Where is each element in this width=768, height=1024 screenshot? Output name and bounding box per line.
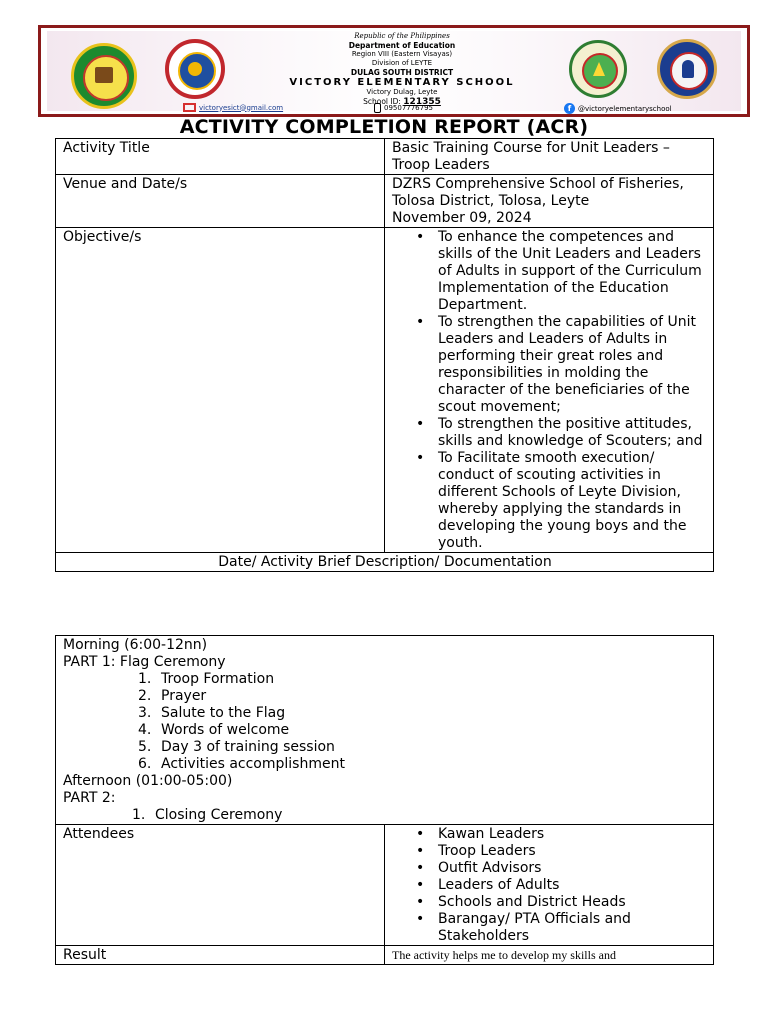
objectives-value: [385, 228, 714, 553]
activity-title-label: Activity Title: [56, 139, 385, 175]
deped-seal-icon: [657, 39, 717, 99]
list-item: • To enhance the competences and skills of the Unit Leaders and Leaders of Adults in support of the Curriculum Implementation of the Education Department.: [438, 229, 707, 314]
venue-date: November 09, 2024: [392, 210, 532, 226]
list-item: 3. Salute to the Flag: [138, 705, 286, 721]
region-line: Region VIII (Eastern Visayas): [351, 50, 453, 58]
phone-contact: [374, 103, 433, 113]
program-cell: [56, 636, 714, 825]
table-row: [56, 175, 714, 228]
venue-place: DZRS Comprehensive School of Fisheries, Tolosa District, Tolosa, Leyte: [392, 176, 684, 209]
list-item: • Barangay/ PTA Officials and Stakeholders: [438, 911, 707, 945]
list-item: • Outfit Advisors: [438, 860, 707, 877]
letterhead-background: [47, 31, 741, 111]
phone-icon: [374, 103, 381, 113]
objectives-list: [392, 229, 707, 552]
list-item: • Troop Leaders: [438, 843, 707, 860]
division-line: Division of LEYTE: [371, 59, 433, 67]
part2-heading: PART 2:: [63, 790, 116, 806]
facebook-text[interactable]: @victoryelementaryschool: [578, 104, 672, 113]
email-text[interactable]: victoryesict@gmail.com: [199, 103, 284, 112]
table-row: [56, 825, 714, 946]
result-label: Result: [56, 946, 385, 965]
phone-text: 09507776795: [384, 104, 433, 112]
facebook-contact[interactable]: [564, 103, 672, 114]
list-item: 1. Closing Ceremony: [132, 807, 283, 823]
mail-icon: [183, 103, 196, 112]
facebook-icon: f: [564, 103, 575, 114]
result-value: The activity helps me to develop my skills and: [385, 946, 714, 965]
district-seal-icon: [165, 39, 225, 99]
part2-list: [63, 807, 707, 824]
list-item: 6. Activities accomplishment: [138, 756, 345, 772]
attendees-value: [385, 825, 714, 946]
list-item: • To strengthen the capabilities of Unit Leaders and Leaders of Adults in performing their great roles and responsibilities in molding the character of the beneficiaries of the scout movement;: [438, 314, 707, 416]
list-item: • Kawan Leaders: [438, 826, 707, 843]
department-line: Department of Education: [348, 41, 456, 50]
list-item: 2. Prayer: [138, 688, 207, 704]
email-contact[interactable]: [183, 103, 283, 112]
program-table: [55, 635, 714, 965]
school-id: School ID: 121355: [363, 97, 441, 107]
letterhead-banner: [38, 25, 750, 117]
attendees-list: [392, 826, 707, 945]
division-seal-icon: [569, 40, 627, 98]
list-item: 5. Day 3 of training session: [138, 739, 335, 755]
table-row: [56, 139, 714, 175]
description-header: Date/ Activity Brief Description/ Documentation: [56, 553, 714, 572]
list-item: • Leaders of Adults: [438, 877, 707, 894]
venue-label: Venue and Date/s: [56, 175, 385, 228]
table-row: [56, 946, 714, 965]
list-item: • Schools and District Heads: [438, 894, 707, 911]
table-row: [56, 228, 714, 553]
report-title: ACTIVITY COMPLETION REPORT (ACR): [179, 116, 589, 138]
afternoon-heading: Afternoon (01:00-05:00): [63, 773, 233, 789]
objectives-label: Objective/s: [56, 228, 385, 553]
part1-heading: PART 1: Flag Ceremony: [63, 654, 226, 670]
list-item: • To Facilitate smooth execution/ conduct of scouting activities in different Schools of Leyte Division, whereby applying the standards in developing the young boys and the youth.: [438, 450, 707, 552]
attendees-label: Attendees: [56, 825, 385, 946]
table-row: [56, 636, 714, 825]
part1-list: [63, 671, 707, 773]
republic-line: Republic of the Philippines: [354, 32, 450, 40]
school-seal-icon: [71, 43, 137, 109]
table-row: [56, 553, 714, 572]
letterhead-text: [257, 31, 547, 107]
venue-value: [385, 175, 714, 228]
district-line: DULAG SOUTH DISTRICT: [350, 68, 454, 77]
school-name: VICTORY ELEMENTARY SCHOOL: [289, 77, 515, 88]
list-item: 1. Troop Formation: [138, 671, 275, 687]
morning-heading: Morning (6:00-12nn): [63, 637, 208, 653]
list-item: • To strengthen the positive attitudes, skills and knowledge of Scouters; and: [438, 416, 707, 450]
report-table: [55, 138, 714, 572]
list-item: 4. Words of welcome: [138, 722, 290, 738]
school-address: Victory Dulag, Leyte: [366, 88, 438, 96]
activity-title-value: Basic Training Course for Unit Leaders – Troop Leaders: [385, 139, 714, 175]
